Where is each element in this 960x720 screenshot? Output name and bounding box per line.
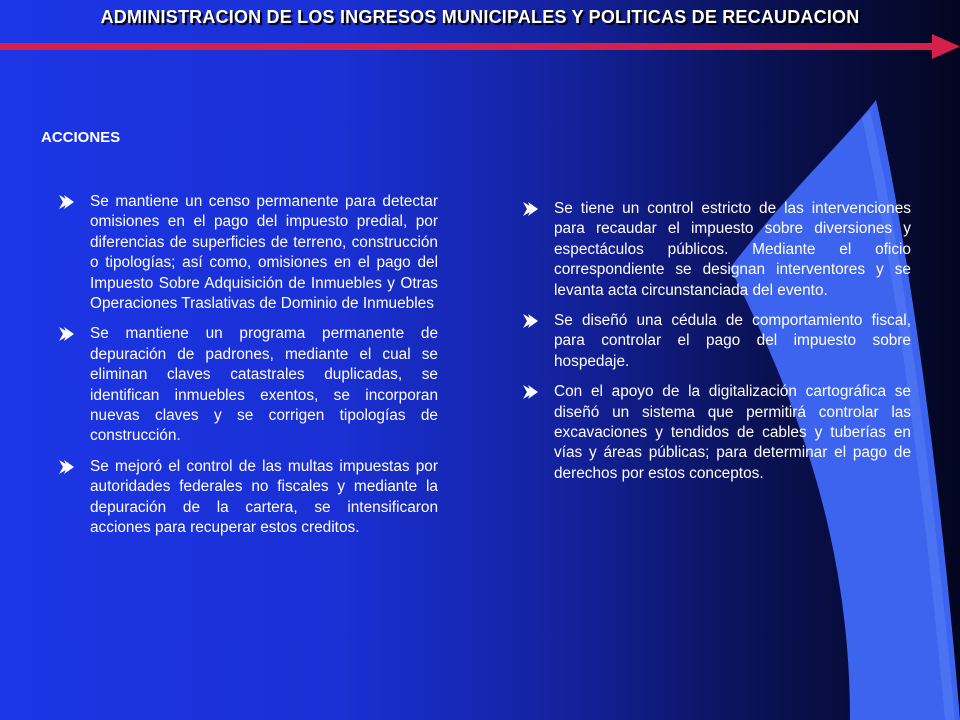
left-bullet-list — [60, 192, 438, 549]
slide-title: ADMINISTRACION DE LOS INGRESOS MUNICIPALES Y POLITICAS DE RECAUDACION — [100, 7, 860, 27]
arrow-bullet-icon — [56, 194, 76, 210]
list-item — [524, 199, 911, 301]
list-item-text: Se mantiene un censo permanente para detectar omisiones en el pago del impuesto predial, por diferencias de superficies de terreno, construcción o tipologías; así como, omisiones en el pago del Impuesto Sobre Adquisición de Inmuebles y Otras Operaciones Traslativas de Dominio de Inmuebles — [90, 193, 438, 313]
arrow-bullet-icon — [56, 459, 76, 475]
list-item — [524, 311, 911, 372]
list-item-text: Se diseñó una cédula de comportamiento fiscal, para controlar el pago del impuesto sobre hospedaje. — [554, 312, 911, 370]
list-item — [60, 324, 438, 446]
arrow-bullet-icon — [56, 326, 76, 342]
list-item-text: Se tiene un control estricto de las intervenciones para recaudar el impuesto sobre diversiones y espectáculos públicos. Mediante el oficio correspondiente se designan interventores y se levanta acta circunstanciada del evento. — [554, 200, 911, 299]
list-item — [60, 192, 438, 314]
list-item-text: Se mejoró el control de las multas impuestas por autoridades federales no fiscales y mediante la depuración de la cartera, se intensificaron acciones para recuperar estos creditos. — [90, 457, 438, 537]
arrow-bullet-icon — [520, 201, 540, 217]
list-item-text: Con el apoyo de la digitalización cartográfica se diseñó un sistema que permitirá controlar las excavaciones y tendidos de cables y tuberías en vías y áreas públicas; para determinar el pago de derechos por estos conceptos. — [554, 383, 911, 482]
section-heading: ACCIONES — [41, 129, 121, 146]
right-bullet-list — [524, 199, 911, 494]
list-item-text: Se mantiene un programa permanente de depuración de padrones, mediante el cual se eliminan claves catastrales duplicadas, se identifican inmuebles exentos, se incorporan nuevas claves y se corrigen tipologías de construcción. — [90, 325, 438, 445]
header-arrow-line — [0, 43, 938, 50]
arrow-bullet-icon — [520, 313, 540, 329]
arrow-bullet-icon — [520, 384, 540, 400]
list-item — [524, 382, 911, 484]
header-arrow-head — [932, 34, 960, 59]
list-item — [60, 457, 438, 539]
